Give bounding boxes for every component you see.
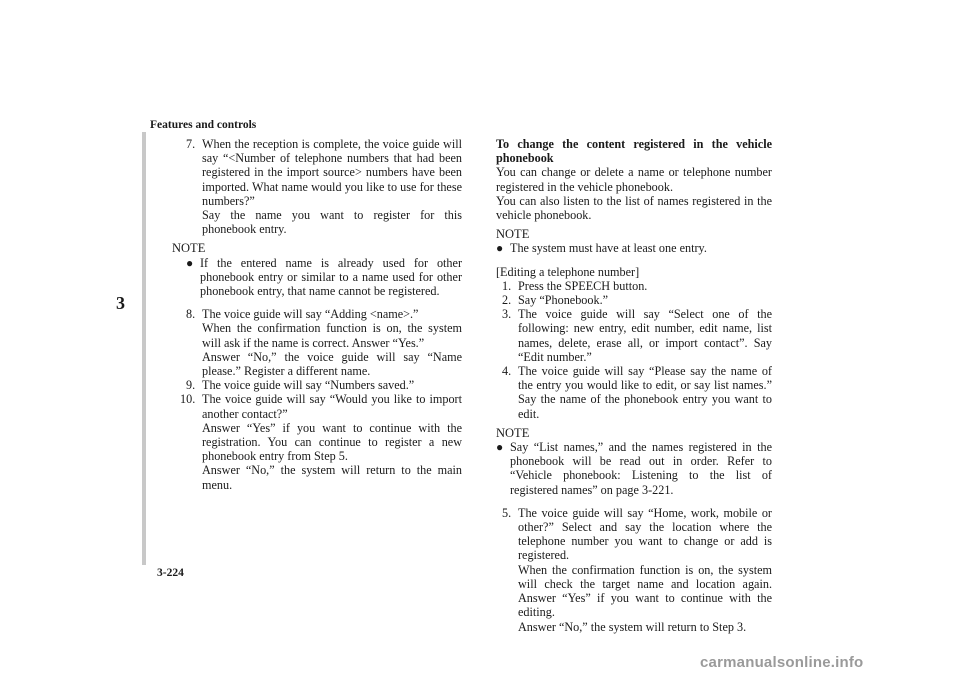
step-number: 2. [502, 293, 512, 308]
step-text: The voice guide will say “Numbers saved.” [202, 378, 415, 393]
note-text: Say “List names,” and the names registered in the phonebook will be read out in order. Refer to “Vehicle phonebook: Listening to the list of registered names” on page 3-221. [510, 440, 772, 497]
note-bullet [496, 241, 772, 255]
step-number: 4. [502, 364, 512, 379]
bullet-icon: ● [496, 241, 504, 256]
step-number: 3. [502, 307, 512, 322]
step-text: The voice guide will say “Would you like to import another contact?” [202, 392, 462, 421]
right-column [496, 137, 772, 634]
step-7 [186, 137, 462, 208]
subsection-label: [Editing a telephone number] [496, 264, 640, 279]
step-10-continuation: Answer “No,” the system will return to the main menu. [202, 463, 462, 492]
step-text: When the reception is complete, the voice guide will say “<Number of telephone numbers that had been registered in the import source> numbers have been imported. What name would you like to use for these numbers?” [202, 137, 462, 208]
section-header: Features and controls [150, 119, 257, 131]
chapter-side-bar [142, 132, 146, 565]
note-label: NOTE [172, 241, 206, 256]
step-8 [186, 307, 462, 321]
bullet-icon: ● [186, 255, 194, 270]
note-text: The system must have at least one entry. [510, 241, 707, 256]
note-bullet [186, 256, 462, 299]
step-9 [186, 378, 462, 392]
watermark-link[interactable]: carmanualsonline.info [700, 654, 864, 671]
note-bullet [496, 440, 772, 497]
note-text: If the entered name is already used for other phonebook entry or similar to a name used for other phonebook entry, that name cannot be registered. [200, 255, 462, 299]
step-5 [502, 506, 772, 563]
page-number: 3-224 [157, 567, 184, 579]
chapter-number: 3 [116, 293, 125, 313]
bullet-icon: ● [496, 440, 504, 455]
step-number: 9. [186, 378, 196, 393]
step-text: The voice guide will say “Please say the name of the entry you would like to edit, or say list names.” Say the name of the phonebook entry you want to edit. [518, 364, 772, 421]
step-number: 5. [502, 505, 512, 520]
step-text: The voice guide will say “Adding <name>.” [202, 307, 419, 322]
step-10 [180, 392, 462, 421]
step-5-continuation: Answer “No,” the system will return to Step 3. [518, 619, 747, 634]
step-8-continuation: Answer “No,” the voice guide will say “Name please.” Register a different name. [202, 349, 462, 379]
step-5-continuation: When the confirmation function is on, the system will check the target name and location again. Answer “Yes” if you want to continue with the editing. [518, 562, 772, 620]
step-number: 10. [180, 392, 196, 407]
step-4 [502, 364, 772, 421]
note-label: NOTE [496, 227, 530, 242]
note-label: NOTE [496, 425, 530, 440]
step-2 [502, 293, 772, 307]
step-10-continuation: Answer “Yes” if you want to continue with the registration. You can continue to register a new phonebook entry from Step 5. [202, 420, 462, 464]
step-8-continuation: When the confirmation function is on, the system will ask if the name is correct. Answer “Yes.” [202, 321, 462, 350]
step-3 [502, 307, 772, 364]
step-number: 8. [186, 307, 196, 322]
step-text: The voice guide will say “Select one of the following: new entry, edit number, edit name, list names, delete, erase all, or import contact”. Say “Edit number.” [518, 307, 772, 364]
intro-paragraph: You can change or delete a name or telephone number registered in the vehicle phonebook. [496, 165, 772, 194]
step-1 [502, 279, 772, 293]
step-number: 7. [186, 137, 196, 151]
step-number: 1. [502, 278, 512, 293]
step-7-continuation: Say the name you want to register for this phonebook entry. [202, 208, 462, 237]
section-heading: To change the content registered in the vehicle phonebook [496, 137, 772, 166]
intro-paragraph: You can also listen to the list of names registered in the vehicle phonebook. [496, 193, 772, 223]
step-text: Press the SPEECH button. [518, 278, 648, 293]
step-text: The voice guide will say “Home, work, mobile or other?” Select and say the location where the telephone number you want to change or add is registered. [518, 505, 772, 563]
step-text: Say “Phonebook.” [518, 293, 609, 308]
left-column [172, 137, 462, 492]
